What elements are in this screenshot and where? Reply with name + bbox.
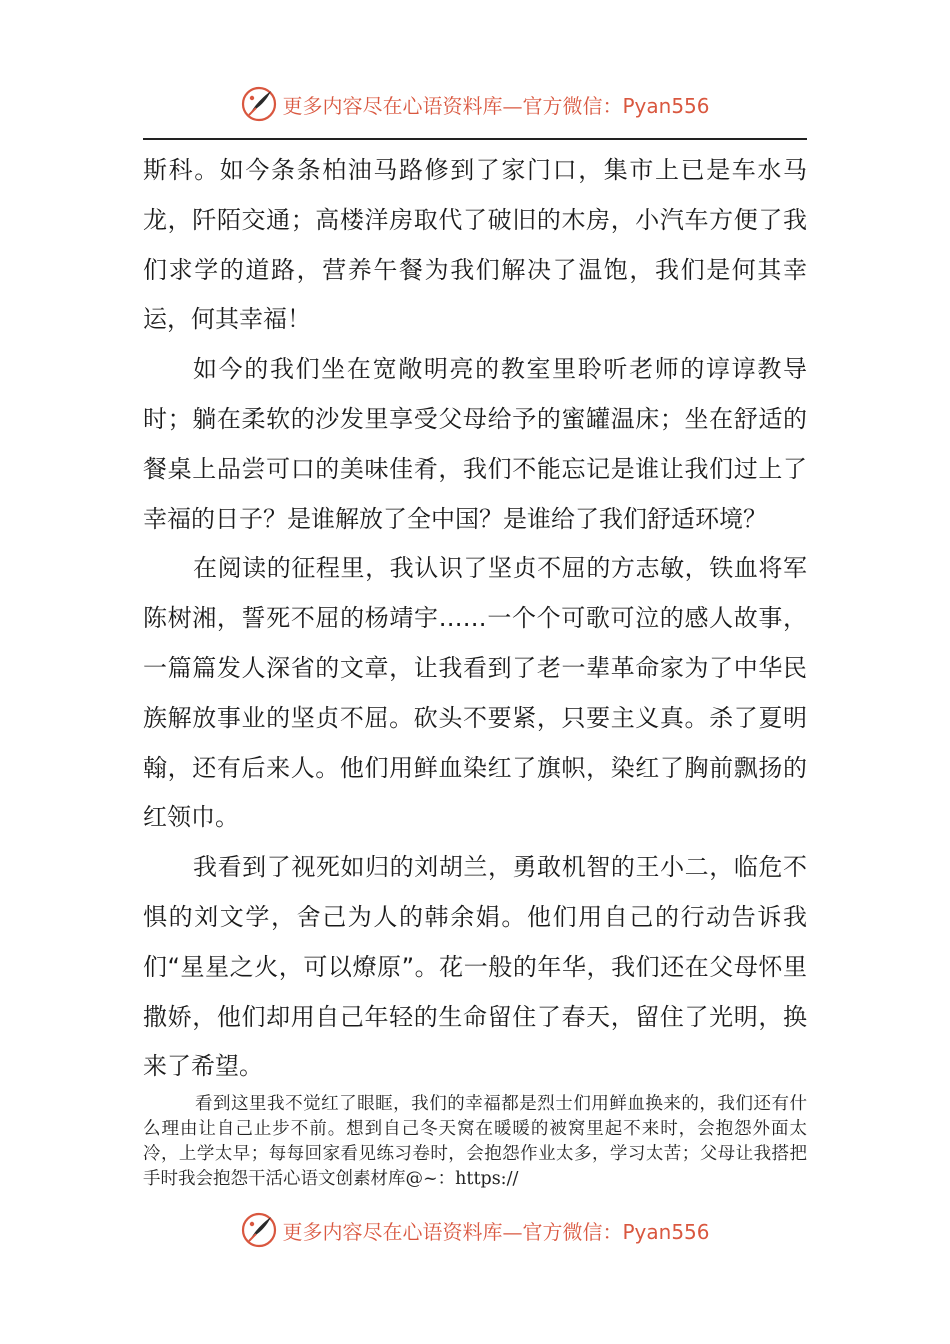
footer-banner [0, 1210, 950, 1250]
footer-wechat-id: Pyan556 [622, 1219, 710, 1244]
footer-site-text: 更多内容尽在心语资料库—官方微信： [282, 1219, 623, 1244]
paragraph-2: 如今的我们坐在宽敞明亮的教室里聆听老师的谆谆教导时；躺在柔软的沙发里享受父母给予的蜜罐温床；坐在舒适的餐桌上品尝可口的美味佳肴，我们不能忘记是谁让我们过上了幸福的日子？是谁解放了全中国？是谁给了我们舒适环境？ [143, 355, 807, 533]
header-banner [0, 84, 950, 124]
header-site-text: 更多内容尽在心语资料库—官方微信： [282, 93, 623, 118]
quill-pen-logo-icon [240, 85, 278, 123]
quill-pen-logo-icon [240, 1211, 278, 1249]
paragraph-3: 在阅读的征程里，我认识了坚贞不屈的方志敏，铁血将军陈树湘，誓死不屈的杨靖宇……一个个可歌可泣的感人故事，一篇篇发人深省的文章，让我看到了老一辈革命家为了中华民族解放事业的坚贞不屈。砍头不要紧，只要主义真。杀了夏明翰，还有后来人。他们用鲜血染红了旗帜，染红了胸前飘扬的红领巾。 [143, 554, 807, 832]
header-banner-text [282, 90, 709, 119]
article-body [143, 146, 807, 1092]
header-wechat-id: Pyan556 [622, 93, 710, 118]
paragraph-4: 我看到了视死如归的刘胡兰，勇敢机智的王小二，临危不惧的刘文学，舍己为人的韩余娟。他们用自己的行动告诉我们“星星之火，可以燎原”。花一般的年华，我们还在父母怀里撒娇，他们却用自己年轻的生命留住了春天，留住了光明，换来了希望。 [143, 853, 807, 1081]
small-paragraph: 看到这里我不觉红了眼眶，我们的幸福都是烈士们用鲜血换来的，我们还有什么理由让自己止步不前。想到自己冬天窝在暖暖的被窝里起不来时，会抱怨外面太冷，上学太早；每每回家看见练习卷时，会抱怨作业太多，学习太苦；父母让我搭把手时我会抱怨干活心语文创素材库@~：https:// [143, 1094, 807, 1189]
small-paragraph-block [143, 1092, 807, 1192]
header-divider [143, 138, 807, 140]
paragraph-1: 斯科。如今条条柏油马路修到了家门口，集市上已是车水马龙，阡陌交通；高楼洋房取代了破旧的木房，小汽车方便了我们求学的道路，营养午餐为我们解决了温饱，我们是何其幸运，何其幸福！ [143, 156, 807, 334]
footer-banner-text [282, 1216, 709, 1245]
